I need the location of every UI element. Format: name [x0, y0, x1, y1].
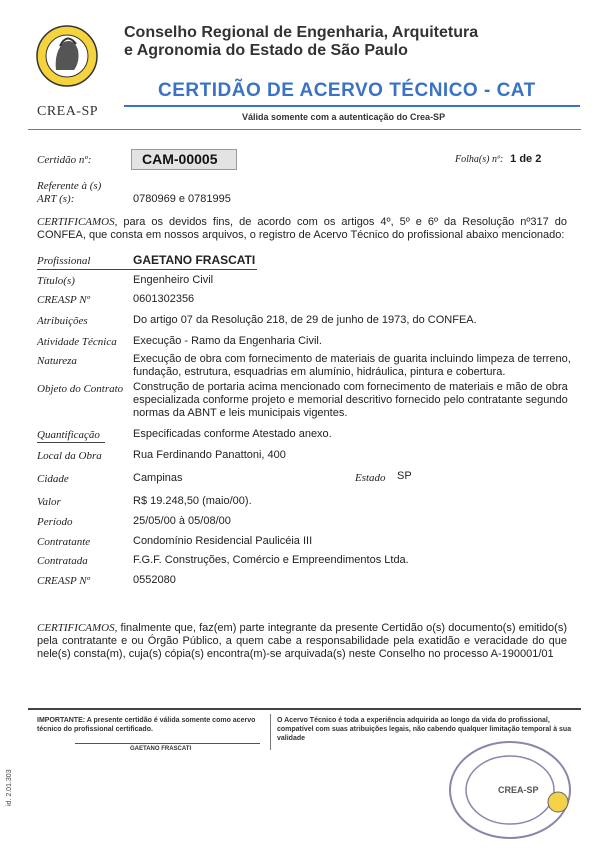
- footer-column-divider: [270, 714, 271, 750]
- valor-label: Valor: [37, 496, 61, 508]
- closing-paragraph: [37, 622, 567, 661]
- local-label: Local da Obra: [37, 450, 102, 462]
- estado-label: Estado: [355, 472, 386, 484]
- title-underline: [124, 105, 580, 107]
- titulo-value: Engenheiro Civil: [133, 274, 214, 286]
- intro-lead: CERTIFICAMOS,: [37, 216, 118, 228]
- objeto-value: Construção de portaria acima mencionado com fornecimento de materiais e mão de obra especializada conforme projeto e memorial descritivo fornecido pelo contratante segundo normas da ABNT e leis municipais vigentes.: [133, 381, 568, 419]
- local-value: Rua Ferdinando Panattoni, 400: [133, 449, 286, 461]
- organization-name: [124, 24, 584, 60]
- contratante-value: Condomínio Residencial Paulicéia III: [133, 535, 313, 547]
- acervo-note: O Acervo Técnico é toda a experiência adquirida ao longo da vida do profissional, compatível com suas atribuições legais, não cabendo qualquer limitação temporal à sua validade: [277, 717, 572, 742]
- atribuicoes-value: Do artigo 07 da Resolução 218, de 29 de junho de 1973, do CONFEA.: [133, 314, 477, 326]
- atribuicoes-label: Atribuições: [37, 315, 88, 327]
- page-value: 1 de 2: [510, 153, 542, 165]
- organization-line-2: e Agronomia do Estado de São Paulo: [124, 42, 408, 59]
- important-note: IMPORTANTE: A presente certidão é válida somente como acervo técnico do profissional certificado.: [37, 717, 256, 733]
- ref-label-2: ART (s):: [37, 193, 75, 205]
- page-indicator: [455, 153, 541, 165]
- organization-line-1: Conselho Regional de Engenharia, Arquitetura: [124, 24, 479, 41]
- crea-sp-logo: [34, 22, 100, 102]
- contratada-label: Contratada: [37, 555, 88, 567]
- contratada-value: F.G.F. Construções, Comércio e Empreendimentos Ltda.: [133, 554, 409, 566]
- quantificacao-underline: [37, 442, 105, 443]
- periodo-label: Período: [37, 516, 73, 528]
- page-label: Folha(s) nº:: [455, 154, 504, 165]
- intro-paragraph: [37, 216, 567, 242]
- certidao-number: CAM-00005: [142, 151, 218, 167]
- ref-label-1: Referente à (s): [37, 180, 102, 192]
- objeto-label: Objeto do Contrato: [37, 383, 124, 395]
- valor-value: R$ 19.248,50 (maio/00).: [133, 495, 252, 507]
- estado-value: SP: [397, 470, 412, 482]
- form-code: id. 2.01.303: [6, 769, 13, 806]
- svg-text:CREA-SP: CREA-SP: [498, 785, 539, 795]
- crea-sp-stamp: [440, 730, 580, 840]
- contratante-label: Contratante: [37, 536, 91, 548]
- closing-lead: CERTIFICAMOS,: [37, 622, 118, 634]
- profissional-label: Profissional: [37, 255, 91, 267]
- validity-note: Válida somente com a autenticação do Crea-SP: [242, 112, 446, 122]
- creasp-contratada-value: 0552080: [133, 574, 176, 586]
- closing-text: finalmente que, faz(em) parte integrante da presente Certidão o(s) documento(s) emitido(s) pela contratante e ou Órgão Público, a quem cabe a responsabilidade pela exatidão e veracidade do que nele(s) consta(m), cuja(s) cópia(s) encontra(m)-se arquivada(s) neste Conselho no processo A-190001/01: [37, 622, 567, 660]
- profissional-underline: [37, 269, 257, 270]
- creasp-label: CREASP Nº: [37, 294, 91, 306]
- quantificacao-value: Especificadas conforme Atestado anexo.: [133, 428, 332, 440]
- document-title: CERTIDÃO DE ACERVO TÉCNICO - CAT: [158, 80, 536, 101]
- atividade-label: Atividade Técnica: [37, 336, 117, 348]
- atividade-value: Execução - Ramo da Engenharia Civil.: [133, 335, 322, 347]
- certidao-number-label: Certidão nº:: [37, 154, 92, 166]
- titulo-label: Título(s): [37, 275, 75, 287]
- signature-line: [75, 743, 260, 744]
- creasp-value: 0601302356: [133, 293, 195, 305]
- natureza-value: Execução de obra com fornecimento de materiais de guarita incluindo limpeza de terreno, fundação, estrutura, esquadrias em alumínio, hidráulica, pintura e cobertura.: [133, 353, 571, 378]
- crea-acronym: CREA-SP: [37, 104, 99, 119]
- signatory-name: GAETANO FRASCATI: [130, 746, 192, 752]
- footer-divider: [28, 708, 581, 710]
- creasp-contratada-label: CREASP Nº: [37, 575, 91, 587]
- art-numbers: 0780969 e 0781995: [133, 193, 231, 205]
- profissional-value: GAETANO FRASCATI: [133, 253, 256, 267]
- quantificacao-label: Quantificação: [37, 429, 100, 441]
- natureza-label: Natureza: [37, 355, 77, 367]
- periodo-value: 25/05/00 à 05/08/00: [133, 515, 231, 527]
- intro-text: para os devidos fins, de acordo com os artigos 4º, 5º e 6º da Resolução nº317 do CONFEA, que consta em nossos arquivos, o registro de Acervo Técnico do profissional abaixo mencionado:: [37, 216, 567, 241]
- cidade-value: Campinas: [133, 472, 183, 484]
- cidade-label: Cidade: [37, 473, 69, 485]
- header-divider: [28, 129, 581, 130]
